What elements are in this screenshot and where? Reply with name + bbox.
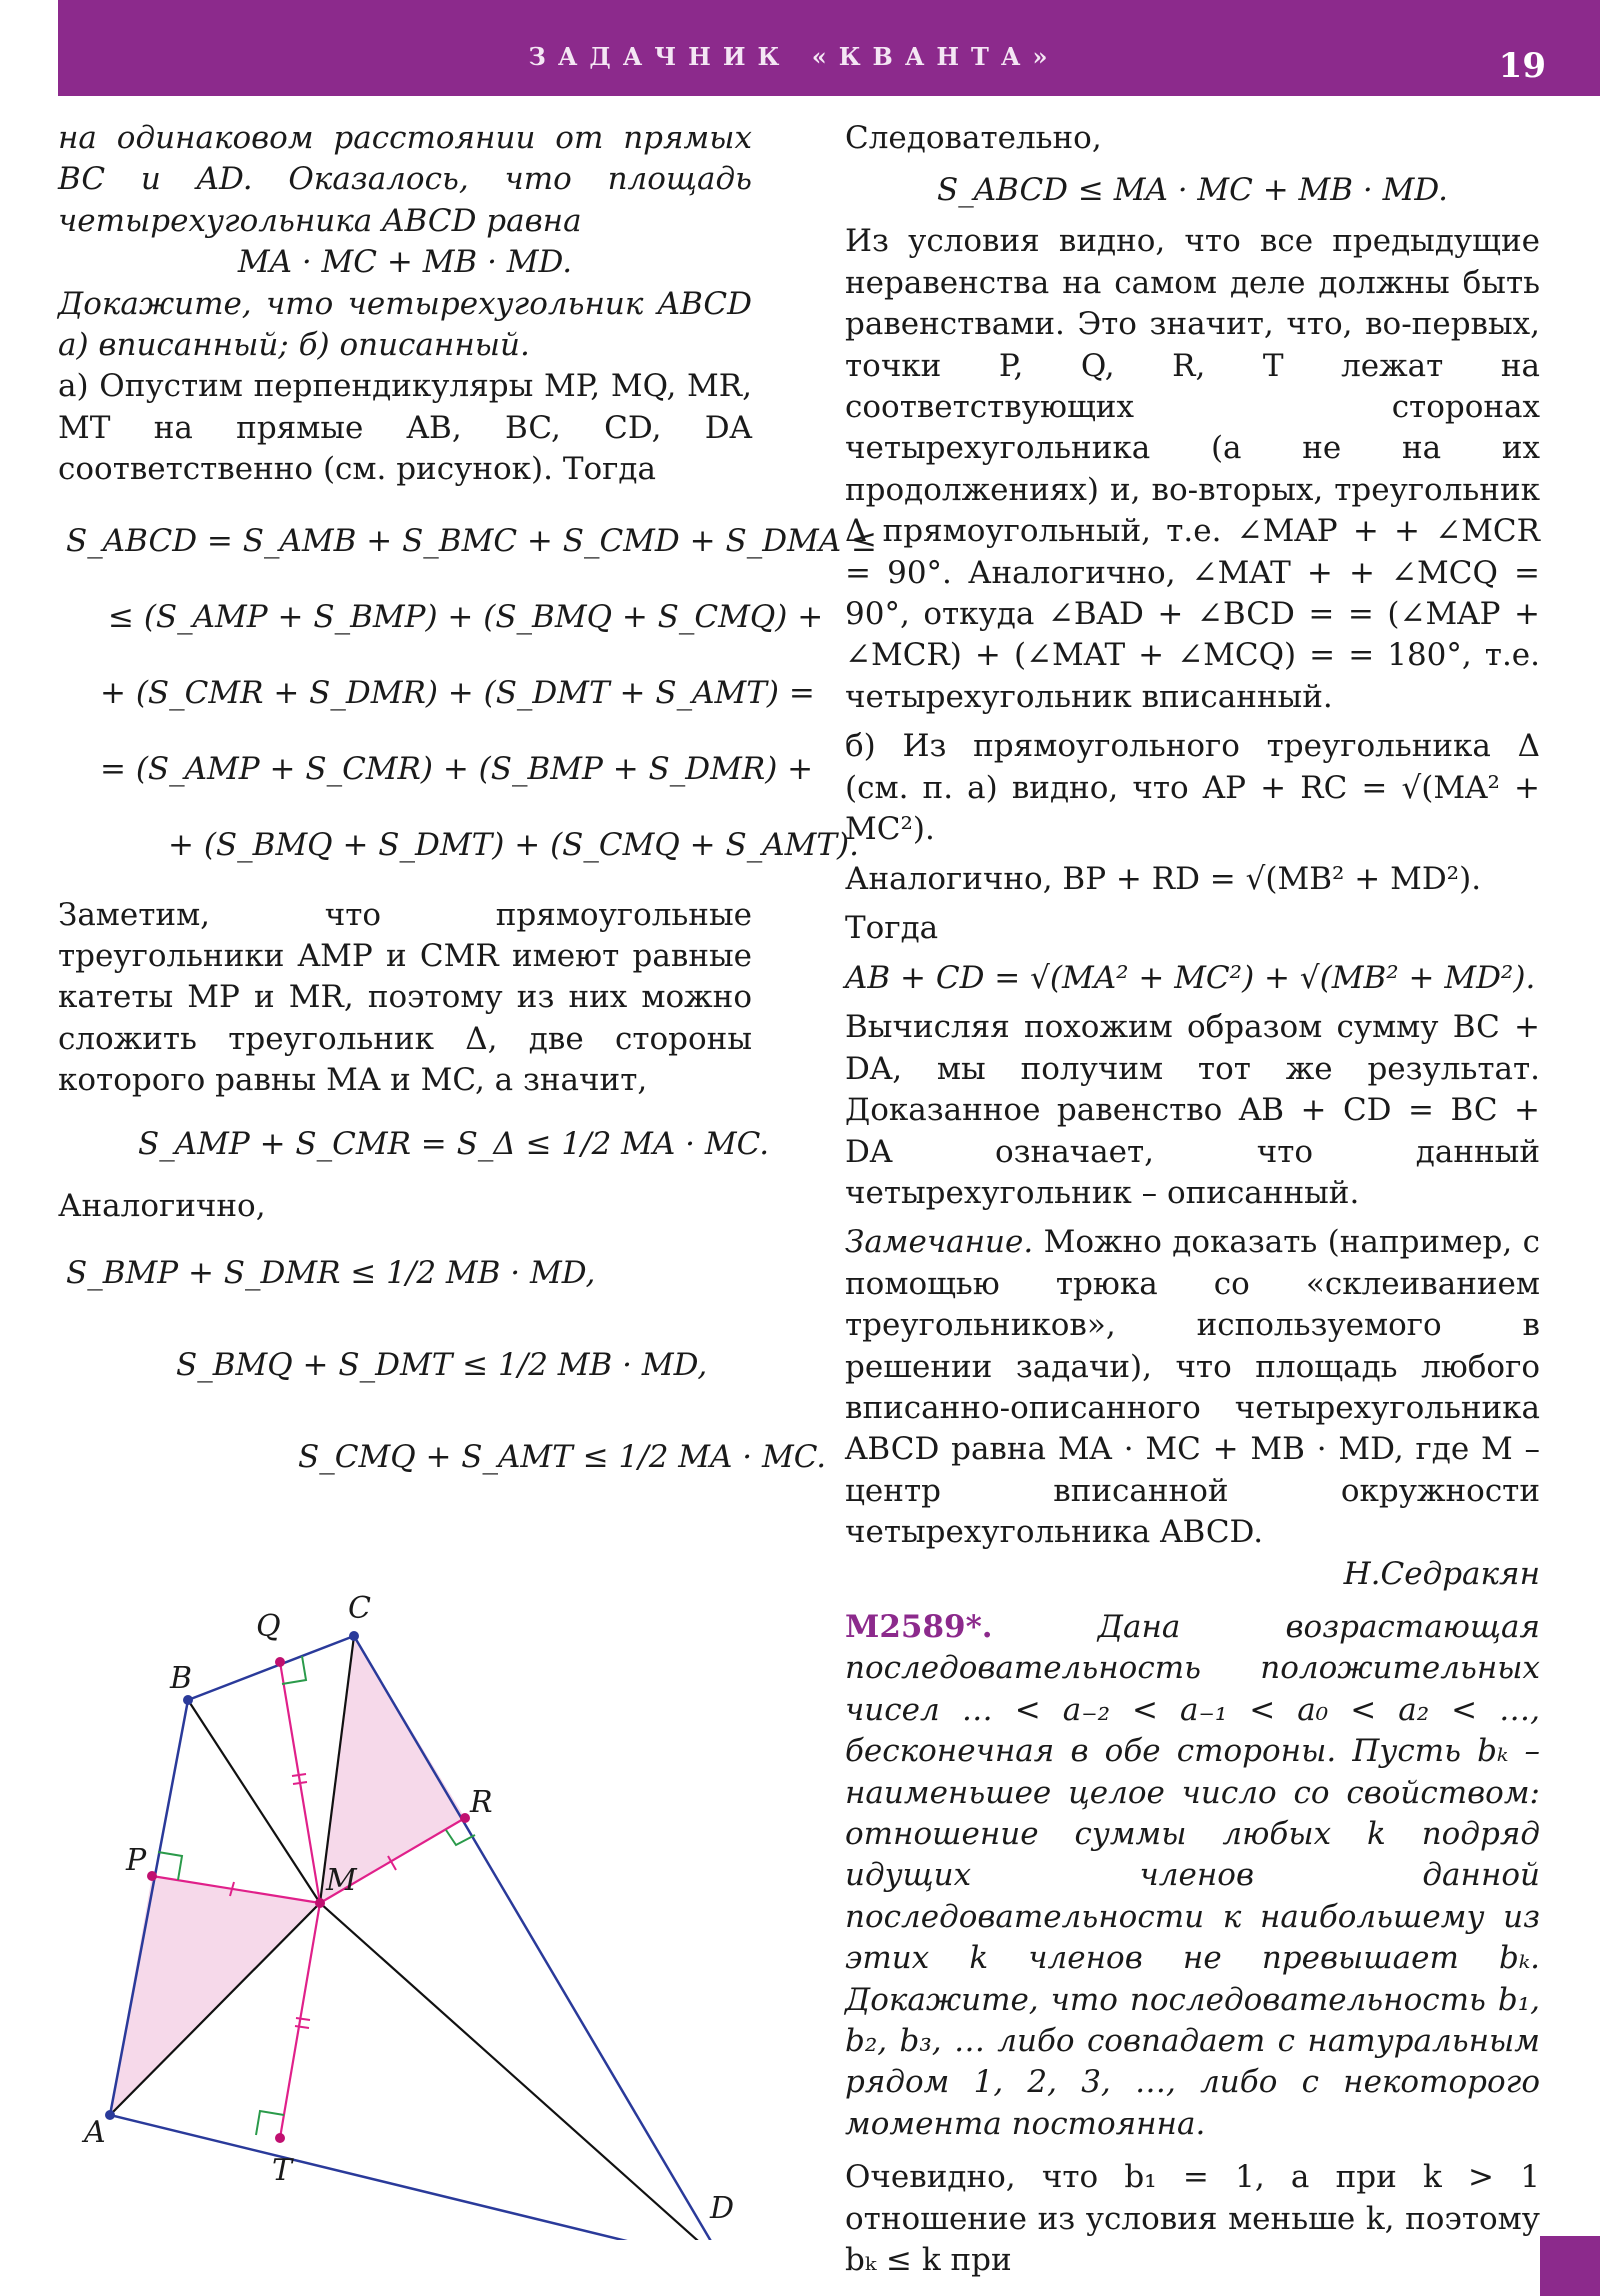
page-number: 19	[1498, 46, 1546, 86]
prove-text: Докажите, что четырехугольник ABCD а) вписанный; б) описанный.	[58, 285, 752, 364]
point-m	[315, 1898, 325, 1908]
similarly-text: Аналогично,	[58, 1187, 266, 1224]
point-r	[460, 1813, 470, 1823]
equation-8: S_BMQ + S_DMT ≤ 1/2 MB · MD,	[176, 1347, 708, 1384]
label-q: Q	[256, 1609, 281, 1644]
part-a-text: а) Опустим перпендикуляры MP, MQ, MR, MT на прямые AB, BC, CD, DA соответственно (см. рисунок). Тогда	[58, 368, 752, 488]
part-b-line-1: б) Из прямоугольного треугольника Δ (см. п. а) видно, что AP + RC = √(MA² + MC²).	[845, 728, 1540, 848]
solution-start: Очевидно, что b₁ = 1, а при k > 1 отношение из условия меньше k, поэтому bₖ ≤ k при	[845, 2159, 1540, 2279]
problem-id: M2589*.	[845, 1609, 993, 1645]
area-formula: MA · MC + MB · MD.	[237, 244, 573, 281]
equation-5: + (S_BMQ + S_DMT) + (S_CMQ + S_AMT).	[168, 826, 859, 863]
paragraph-1: Из условия видно, что все предыдущие неравенства на самом деле должны быть равенствами. Это значит, что, во-первых, точки P, Q, R, T лежат на соответствующих сторонах четырехугольника (а не на их продолжениях) и, во-вторых, треугольник Δ прямоугольный, т.е. ∠MAP + + ∠MCR = 90°. Аналогично, ∠MAT + + ∠MCQ = 90°, откуда ∠BAD + ∠BCD = = (∠MAP + ∠MCR) + (∠MAT + ∠MCQ) = = 180°, т.е. четырехугольник вписанный.	[845, 223, 1540, 715]
point-p	[147, 1871, 157, 1881]
geometry-figure	[70, 1590, 770, 2240]
point-b	[183, 1695, 193, 1705]
problem-text: Дана возрастающая последовательность положительных чисел … < a₋₂ < a₋₁ < a₀ < a₂ < …, бесконечная в обе стороны. Пусть bₖ – наименьшее целое число со свойством: отношение суммы любых k подряд идущих членов данной последовательности к наибольшему из этих k членов не превышает bₖ. Докажите, что последовательность b₁, b₂, b₃, … либо совпадает с натуральным рядом 1, 2, 3, …, либо с некоторого момента постоянна.	[845, 1609, 1541, 2142]
equation-2: ≤ (S_AMP + S_BMP) + (S_BMQ + S_CMQ) +	[108, 598, 824, 635]
label-m: M	[326, 1863, 357, 1898]
label-b: B	[170, 1661, 193, 1696]
tick-mq-1	[292, 1774, 306, 1776]
point-t	[275, 2133, 285, 2143]
point-q	[275, 1657, 285, 1667]
point-c	[349, 1631, 359, 1641]
equation-1: S_ABCD = S_AMB + S_BMC + S_CMD + S_DMA ≤	[66, 522, 878, 559]
equation-11: AB + CD = √(MA² + MC²) + √(MB² + MD²).	[845, 960, 1536, 997]
remark-paragraph	[845, 1222, 1540, 1553]
equation-3: + (S_CMR + S_DMR) + (S_DMT + S_AMT) =	[100, 674, 815, 711]
right-angle-t	[256, 2111, 284, 2135]
right-column	[845, 118, 1540, 2282]
left-column	[58, 118, 878, 1503]
label-a: A	[84, 2115, 106, 2150]
intro-text: на одинаковом расстоянии от прямых BC и AD. Оказалось, что площадь четырехугольника ABCD равна	[58, 120, 752, 239]
label-d: D	[710, 2191, 735, 2226]
equation-4: = (S_AMP + S_CMR) + (S_BMP + S_DMR) +	[100, 750, 814, 787]
corner-block	[1540, 2236, 1600, 2296]
point-a	[105, 2110, 115, 2120]
right-angle-p	[158, 1852, 182, 1880]
equation-6: S_AMP + S_CMR = S_Δ ≤ 1/2 MA · MC.	[138, 1125, 770, 1162]
then-text: Тогда	[845, 909, 939, 946]
author: Н.Седракян	[1343, 1555, 1540, 1592]
note-text: Заметим, что прямоугольные треугольники AMP и CMR имеют равные катеты MP и MR, поэтому из них можно сложить треугольник Δ, две стороны которого равны MA и MC, а значит,	[58, 896, 752, 1099]
label-c: C	[348, 1591, 371, 1626]
equation-10: S_ABCD ≤ MA · MC + MB · MD.	[936, 172, 1448, 209]
segment-mb	[188, 1700, 320, 1903]
label-p: P	[126, 1843, 147, 1878]
header-bar	[58, 0, 1600, 96]
consequently-text: Следовательно,	[845, 120, 1102, 156]
tick-mt-1	[296, 2018, 310, 2020]
header-title: ЗАДАЧНИК «КВАНТА»	[528, 42, 1060, 71]
equation-9: S_CMQ + S_AMT ≤ 1/2 MA · MC.	[298, 1439, 827, 1476]
remark-text: Можно доказать (например, с помощью трюка со «склеиванием треугольников», используемого в решении задачи), что площадь любого вписанно-описанного четырехугольника ABCD равна MA · MC + MB · MD, где M – центр вписанной окружности четырехугольника ABCD.	[845, 1224, 1540, 1551]
equation-7: S_BMP + S_DMR ≤ 1/2 MB · MD,	[66, 1255, 596, 1292]
remark-label: Замечание.	[845, 1224, 1034, 1261]
part-b-line-2: Аналогично, BP + RD = √(MB² + MD²).	[845, 860, 1482, 897]
paragraph-2: Вычисляя похожим образом сумму BC + DA, мы получим тот же результат. Доказанное равенство AB + CD = BC + DA означает, что данный четырехугольник – описанный.	[845, 1009, 1540, 1211]
label-t: T	[272, 2153, 293, 2188]
tick-mt-2	[295, 2026, 309, 2028]
tick-mq-2	[293, 1782, 307, 1784]
segment-md	[320, 1903, 725, 2240]
label-r: R	[470, 1785, 493, 1820]
shaded-triangle-amp	[110, 1876, 320, 2115]
problem-paragraph	[845, 1607, 1540, 2145]
